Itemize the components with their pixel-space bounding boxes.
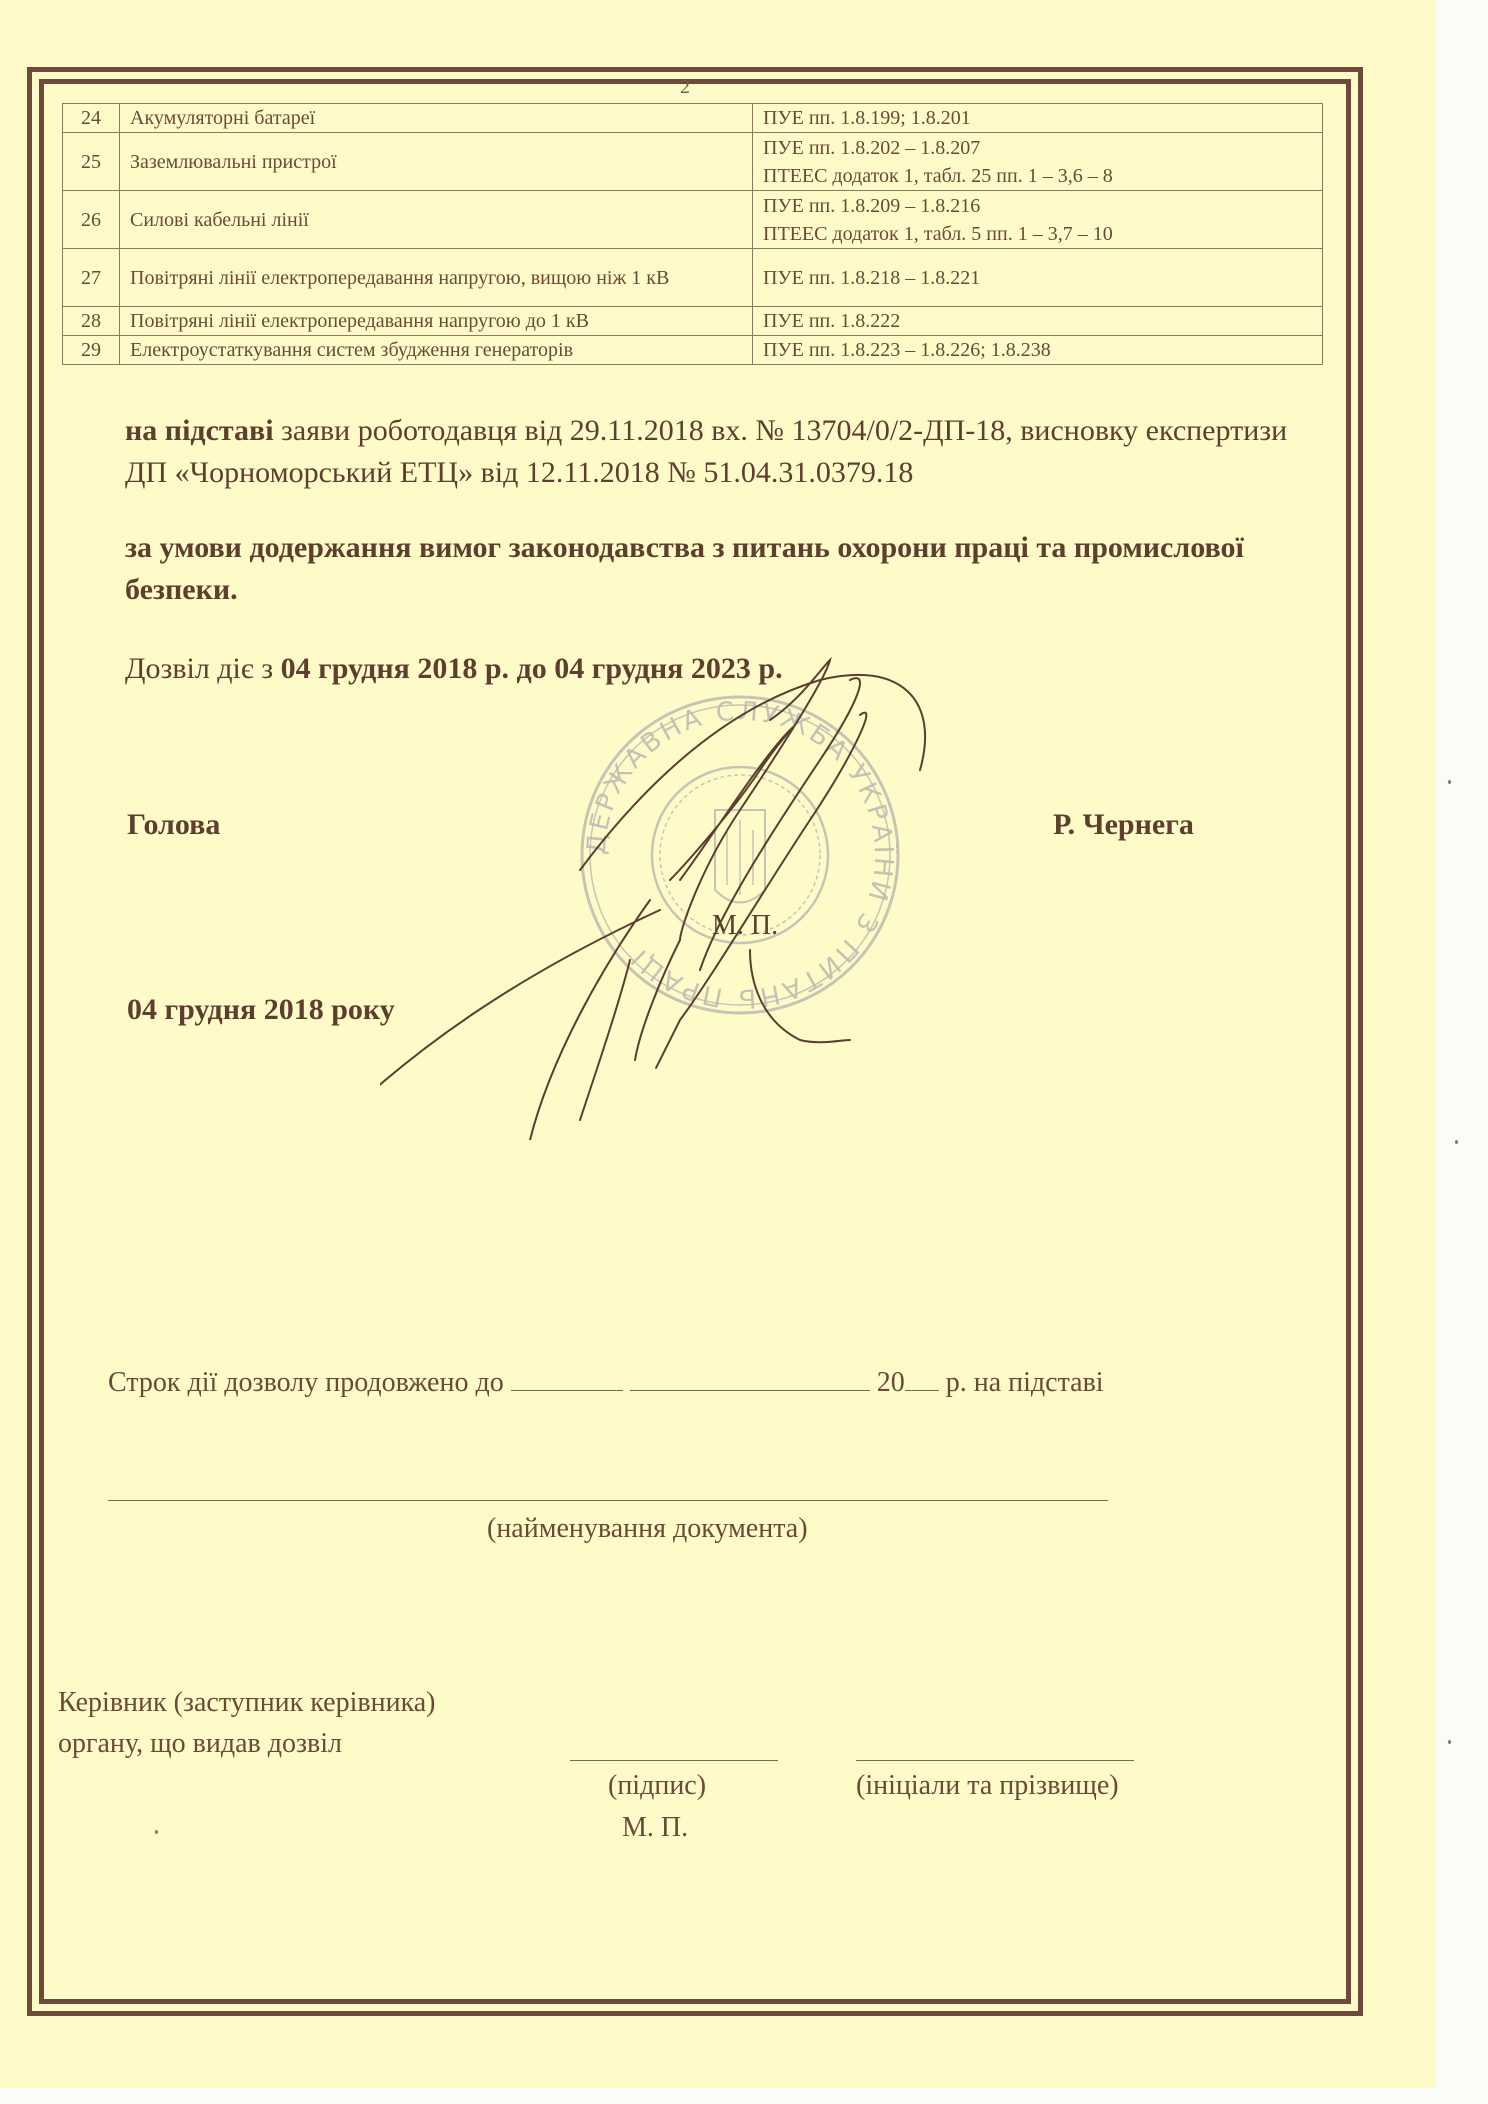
- ref-line: ПУЕ пп. 1.8.202 – 1.8.207: [763, 136, 981, 159]
- equipment-name: Повітряні лінії електропередавання напругою, вищою ніж 1 кВ: [120, 249, 753, 307]
- row-number: 26: [63, 191, 120, 249]
- regulation-ref: [753, 336, 1323, 365]
- table-row: [63, 249, 1323, 307]
- extension-month-field[interactable]: [630, 1366, 870, 1391]
- equipment-name: Силові кабельні лінії: [120, 191, 753, 249]
- ref-line: ПУЕ пп. 1.8.218 – 1.8.221: [763, 266, 981, 289]
- ref-line: ПУЕ пп. 1.8.199; 1.8.201: [763, 107, 971, 129]
- equipment-name: Заземлювальні пристрої: [120, 133, 753, 191]
- row-number: 28: [63, 307, 120, 336]
- scan-speck: [1455, 1140, 1458, 1144]
- condition-paragraph: за умови додержання вимог законодавства з питань охорони праці та промислової безпеки.: [125, 531, 1244, 606]
- seal-mark: М. П.: [712, 910, 779, 941]
- ref-line: ПУЕ пп. 1.8.209 – 1.8.216: [763, 194, 981, 217]
- equipment-name: Електроустаткування систем збудження генераторів: [120, 336, 753, 365]
- signatory-title: Голова: [127, 808, 221, 841]
- basis-paragraph: [125, 410, 1335, 494]
- extension-suffix: р. на підставі: [945, 1367, 1104, 1398]
- ref-line: ПУЕ пп. 1.8.223 – 1.8.226; 1.8.238: [763, 339, 1051, 361]
- equipment-table: [62, 103, 1323, 365]
- basis-text: заяви роботодавця від 29.11.2018 вх. № 13704/0/2-ДП-18, висновку експертизи ДП «Чорноморський ЕТЦ» від 12.11.2018 № 51.04.31.0379.18: [125, 414, 1288, 489]
- svg-text:ДЕРЖАВНА СЛУЖБА УКРАЇНИ З ПИТА: ДЕРЖАВНА СЛУЖБА УКРАЇНИ З ПИТАНЬ ПРАЦІ: [581, 696, 899, 1014]
- issuer-signature-field[interactable]: [570, 1740, 778, 1761]
- extension-document-field[interactable]: [108, 1480, 1108, 1501]
- extension-prefix: Строк дії дозволу продовжено до: [108, 1367, 504, 1398]
- issue-date: 04 грудня 2018 року: [127, 993, 395, 1026]
- regulation-ref: [753, 133, 1323, 191]
- regulation-ref: [753, 191, 1323, 249]
- row-number: 24: [63, 104, 120, 133]
- scan-speck: [1448, 780, 1451, 784]
- regulation-ref: [753, 249, 1323, 307]
- row-number: 25: [63, 133, 120, 191]
- table-row: [63, 307, 1323, 336]
- issuer-name-field[interactable]: [856, 1740, 1134, 1761]
- issuer-line2: органу, що видав дозвіл: [58, 1728, 343, 1759]
- ref-line: ПТЕЕС додаток 1, табл. 25 пп. 1 – 3,6 – 8: [763, 164, 1113, 187]
- ref-line: ПТЕЕС додаток 1, табл. 5 пп. 1 – 3,7 – 10: [763, 222, 1113, 245]
- row-number: 27: [63, 249, 120, 307]
- equipment-name: Акумуляторні батареї: [120, 104, 753, 133]
- table-row: [63, 336, 1323, 365]
- extension-line: [108, 1366, 1104, 1399]
- document-caption: (найменування документа): [487, 1513, 808, 1544]
- extension-year-field[interactable]: [905, 1366, 939, 1391]
- validity-range: 04 грудня 2018 р. до 04 грудня 2023 р.: [280, 652, 783, 685]
- basis-lead: на підставі: [125, 414, 274, 447]
- signatory-name: Р. Чернега: [1053, 808, 1194, 841]
- table-row: [63, 133, 1323, 191]
- page-number: 2: [680, 76, 690, 98]
- name-caption: (ініціали та прізвище): [856, 1770, 1119, 1801]
- equipment-name: Повітряні лінії електропередавання напругою до 1 кВ: [120, 307, 753, 336]
- regulation-ref: [753, 307, 1323, 336]
- issuer-line1: Керівник (заступник керівника): [58, 1687, 436, 1718]
- regulation-ref: [753, 104, 1323, 133]
- issuer-seal-mark: М. П.: [622, 1812, 689, 1843]
- validity-prefix: Дозвіл діє з: [125, 652, 281, 685]
- table-row: [63, 104, 1323, 133]
- extension-day-field[interactable]: [511, 1366, 623, 1391]
- scan-speck: [155, 1830, 158, 1834]
- row-number: 29: [63, 336, 120, 365]
- scan-speck: [1448, 1740, 1451, 1744]
- extension-year-prefix: 20: [876, 1367, 905, 1398]
- ref-line: ПУЕ пп. 1.8.222: [763, 310, 901, 332]
- signature-caption: (підпис): [608, 1770, 707, 1801]
- table-row: [63, 191, 1323, 249]
- handwritten-signature-icon: [380, 640, 980, 1140]
